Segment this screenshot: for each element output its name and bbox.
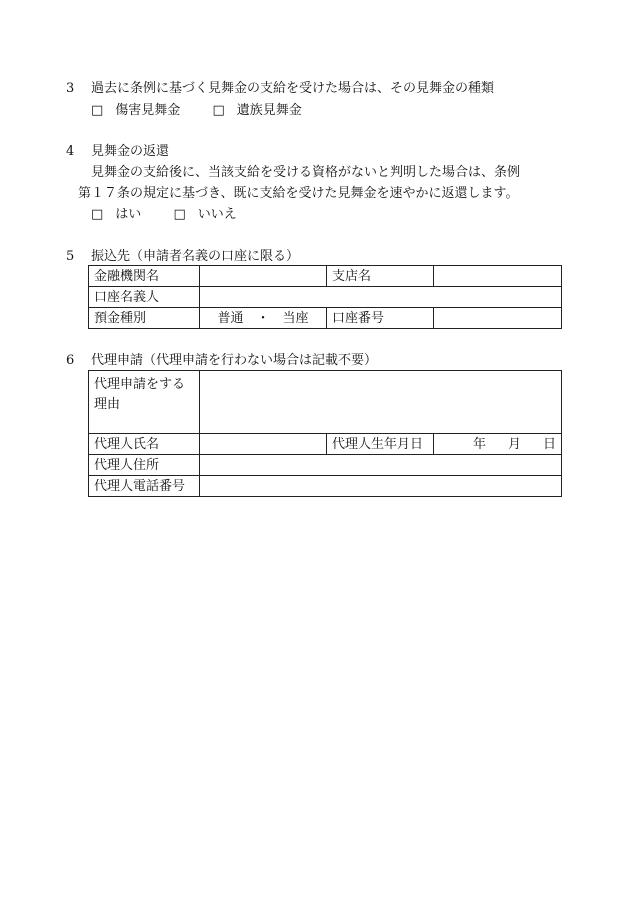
branch-name-label: 支店名 (327, 266, 434, 287)
proxy-birthdate-label: 代理人生年月日 (327, 434, 434, 455)
proxy-address-label: 代理人住所 (89, 455, 200, 476)
deposit-type-label: 預金種別 (89, 308, 200, 329)
account-holder-field[interactable] (200, 287, 562, 308)
bank-name-label: 金融機関名 (89, 266, 200, 287)
table-row (89, 308, 562, 329)
checkbox-icon[interactable]: □ (173, 207, 186, 222)
option-injury[interactable] (91, 104, 180, 117)
section-number: 6 (66, 353, 75, 368)
proxy-application-table (88, 370, 562, 497)
account-number-label: 口座番号 (327, 308, 434, 329)
refund-agree-options (91, 208, 265, 221)
proxy-birthdate-field[interactable] (434, 434, 562, 455)
day-label: 日 (543, 436, 557, 452)
proxy-phone-field[interactable] (200, 476, 562, 497)
table-row (89, 287, 562, 308)
checkbox-icon[interactable]: □ (212, 103, 225, 118)
proxy-reason-label: 代理申請をする 理由 (89, 371, 200, 434)
option-yes[interactable] (91, 208, 141, 221)
proxy-address-field[interactable] (200, 455, 562, 476)
proxy-name-field[interactable] (200, 434, 327, 455)
section-title: 振込先（申請者名義の口座に限る） (91, 249, 300, 264)
proxy-phone-label: 代理人電話番号 (89, 476, 200, 497)
section-title: 代理申請（代理申請を行わない場合は記載不要） (91, 353, 378, 368)
option-label: いいえ (197, 207, 237, 222)
option-label: 傷害見舞金 (115, 103, 181, 118)
table-row (89, 476, 562, 497)
checkbox-icon[interactable]: □ (91, 103, 104, 118)
account-holder-label: 口座名義人 (89, 287, 200, 308)
refund-text-line1: 見舞金の支給後に、当該支給を受ける資格がないと判明した場合は、条例 (91, 165, 521, 180)
table-row (89, 434, 562, 455)
year-label: 年 (472, 436, 486, 452)
option-label: 遺族見舞金 (236, 103, 302, 118)
branch-name-field[interactable] (434, 266, 562, 287)
section-title: 見舞金の返還 (91, 144, 170, 159)
injury-type-options (91, 104, 330, 117)
month-label: 月 (508, 436, 522, 452)
table-row (89, 455, 562, 476)
bank-name-field[interactable] (200, 266, 327, 287)
bank-account-table (88, 265, 562, 329)
option-bereaved[interactable] (212, 104, 301, 117)
proxy-name-label: 代理人氏名 (89, 434, 200, 455)
deposit-type-choice[interactable]: 普通 ・ 当座 (200, 308, 327, 329)
table-row (89, 266, 562, 287)
section-number: 3 (66, 81, 75, 96)
section-title: 過去に条例に基づく見舞金の支給を受けた場合は、その見舞金の種類 (91, 81, 495, 96)
refund-text-line2: 第１７条の規定に基づき、既に支給を受けた見舞金を速やかに返還します。 (78, 186, 519, 201)
option-label: はい (115, 207, 142, 222)
account-number-field[interactable] (434, 308, 562, 329)
option-no[interactable] (173, 208, 236, 221)
proxy-reason-field[interactable] (200, 371, 562, 434)
section-number: 4 (66, 144, 75, 159)
checkbox-icon[interactable]: □ (91, 207, 104, 222)
section-number: 5 (66, 249, 75, 264)
table-row (89, 371, 562, 434)
